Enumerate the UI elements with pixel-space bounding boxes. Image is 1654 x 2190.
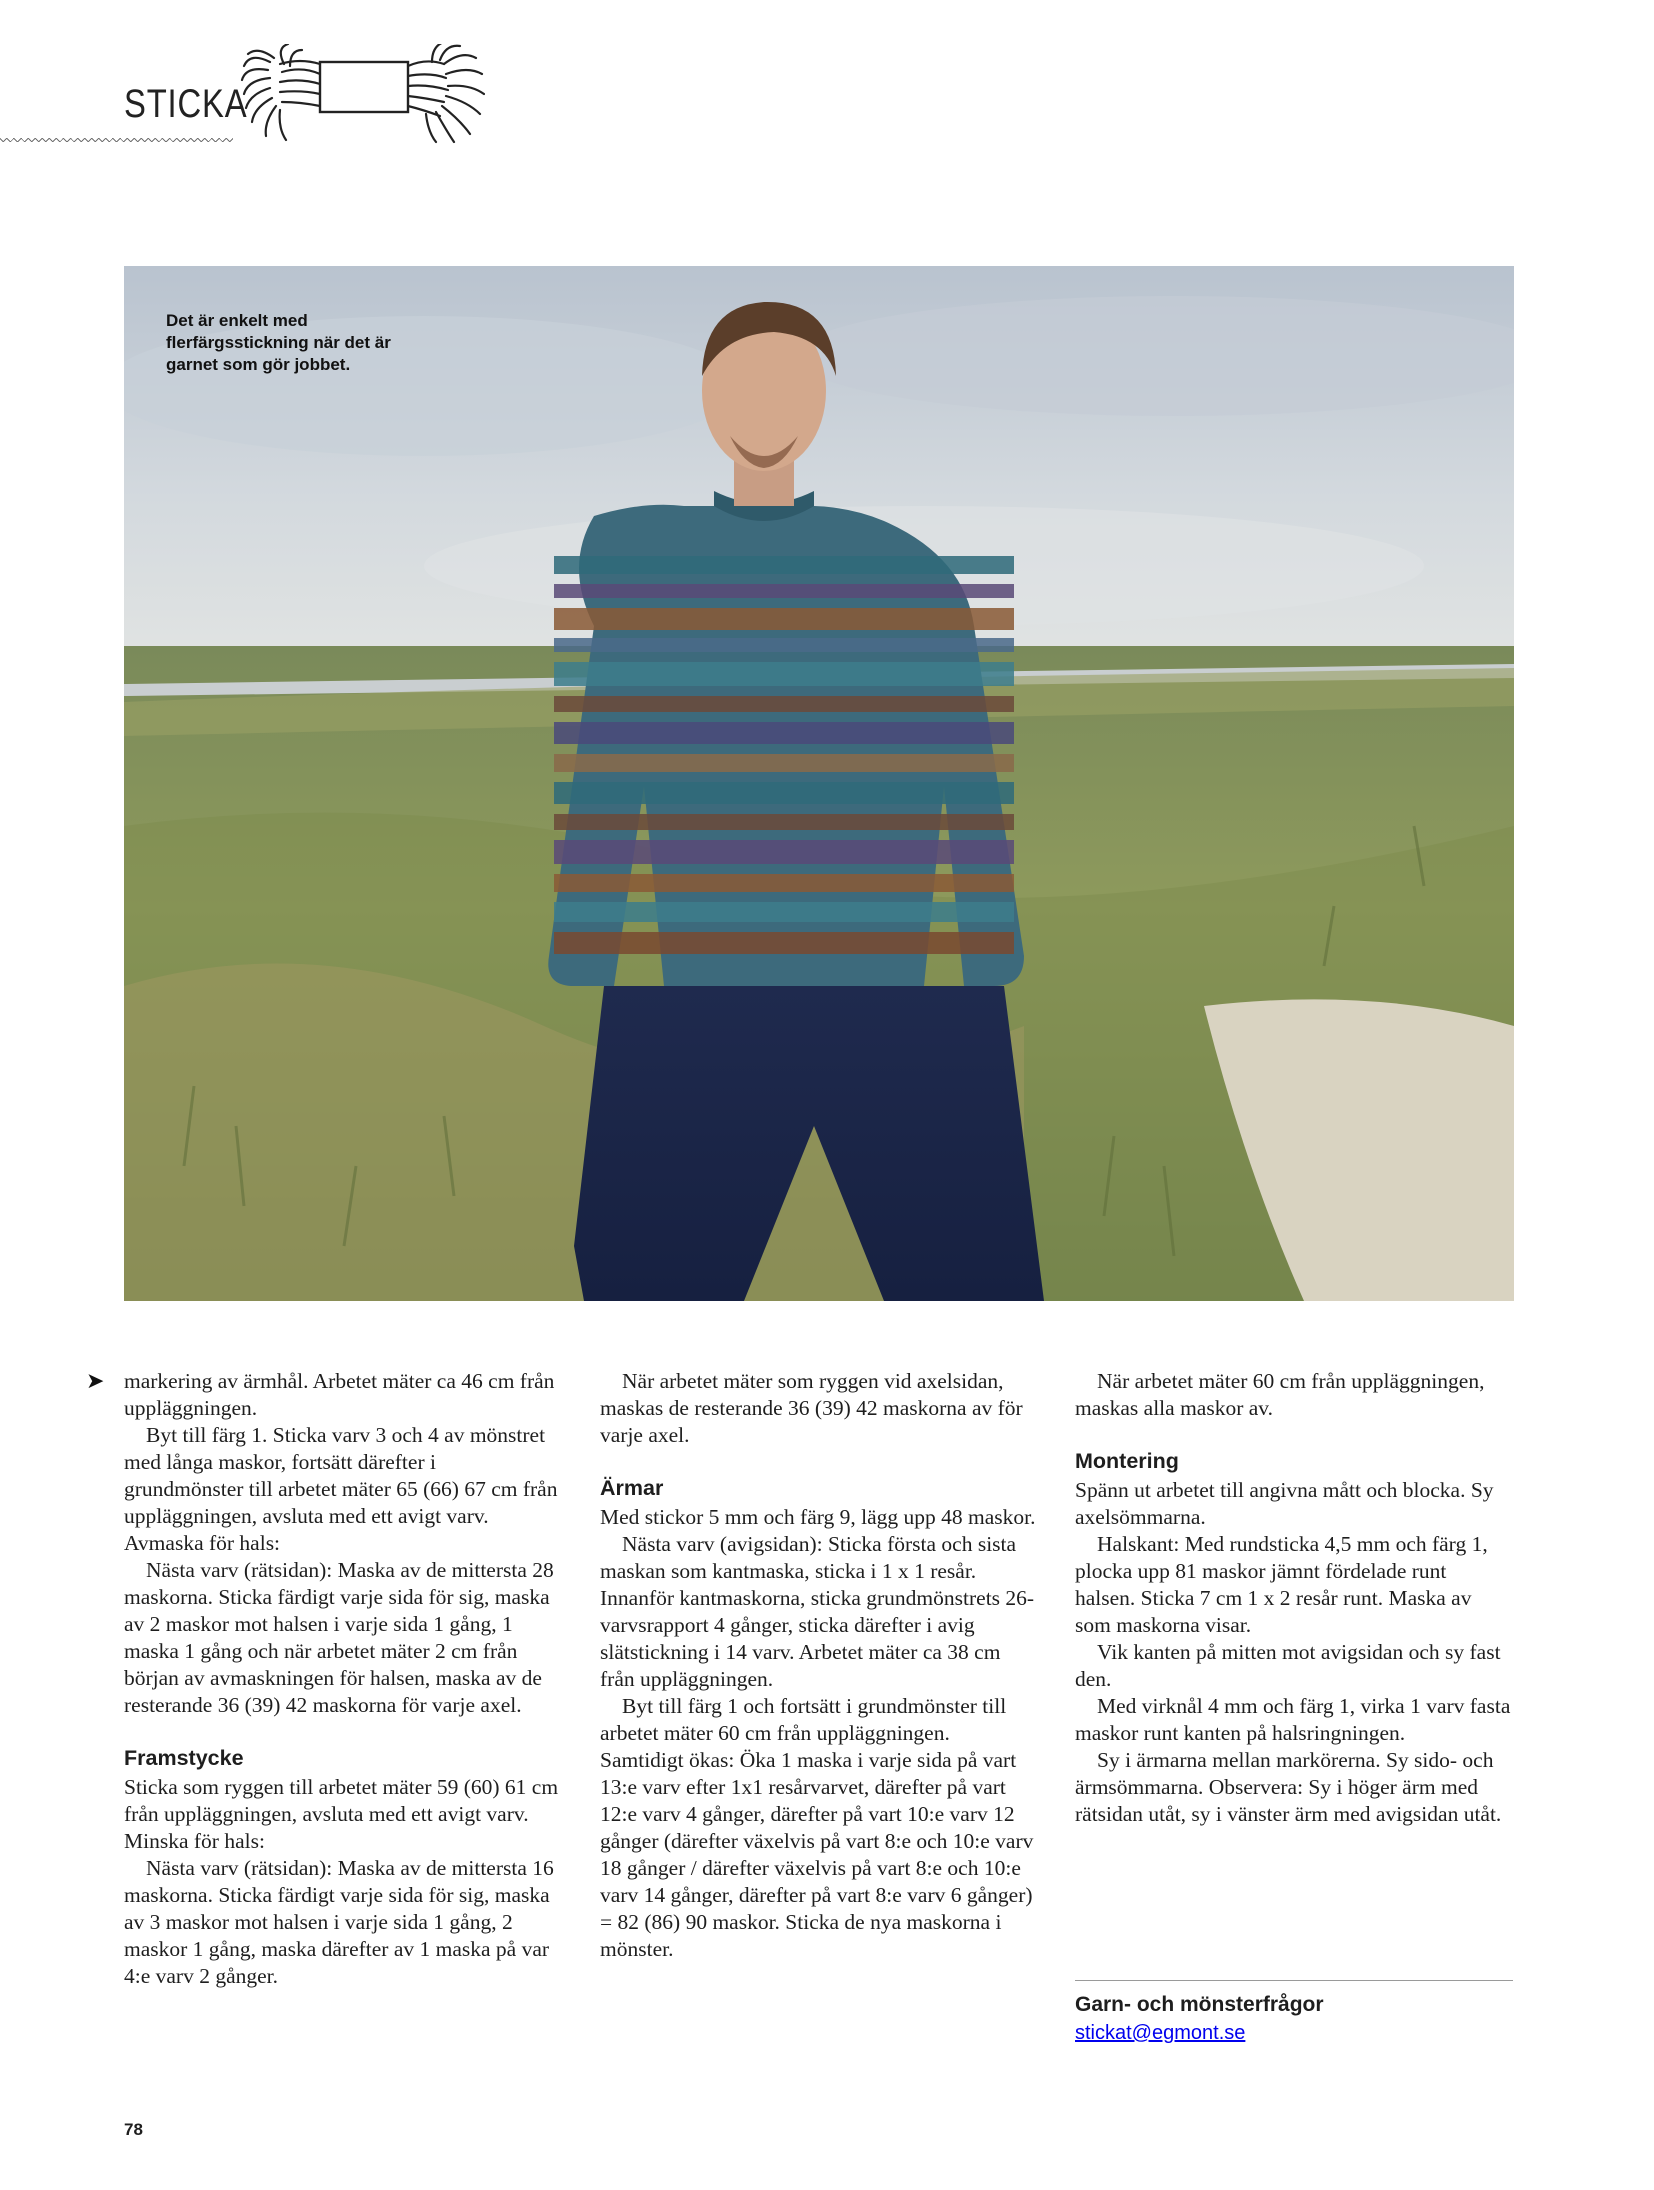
- text-column-2: [600, 1368, 1036, 1963]
- section-heading-armar: Ärmar: [600, 1476, 664, 1500]
- paragraph: markering av ärmhål. Arbetet mäter ca 46 cm från uppläggningen.: [124, 1369, 555, 1420]
- contact-heading: Garn- och mönsterfrågor: [1075, 1993, 1324, 2016]
- contact-email-link[interactable]: stickat@egmont.se: [1075, 2022, 1246, 2044]
- paragraph: Sy i ärmarna mellan markörerna. Sy sido- och ärmsömmarna. Observera: Sy i höger ärm med rätsidan utåt, sy i vänster ärm med avigsidan utåt.: [1075, 1748, 1502, 1826]
- text-column-1: [124, 1368, 560, 1990]
- header-zigzag-rule: [0, 138, 233, 142]
- photo-caption: Det är enkelt med flerfärgsstickning när det är garnet som gör jobbet.: [166, 311, 391, 374]
- paragraph: När arbetet mäter som ryggen vid axelsidan, maskas de resterande 36 (39) 42 maskorna av för varje axel.: [600, 1369, 1023, 1447]
- text-column-3: [1075, 1368, 1511, 1828]
- paragraph: Nästa varv (rätsidan): Maska av de mittersta 28 maskorna. Sticka färdigt varje sida för sig, maska av 2 maskor mot halsen i varje sida 1 gång, 1 maska 1 gång och när arbetet mäter 2 cm från början av avmaskningen för halsen, maska av de resterande 36 (39) 42 maskorna för varje axel.: [124, 1558, 554, 1717]
- section-heading-montering: Montering: [1075, 1449, 1179, 1473]
- paragraph: Nästa varv (rätsidan): Maska av de mittersta 16 maskorna. Sticka färdigt varje sida för sig, maska av 3 maskor mot halsen i varje sida 1 gång, 2 maskor 1 gång, maska därefter av 1 maska på var 4:e varv 2 gånger.: [124, 1856, 554, 1988]
- paragraph: När arbetet mäter 60 cm från uppläggningen, maskas alla maskor av.: [1075, 1369, 1485, 1420]
- paragraph: Halskant: Med rundsticka 4,5 mm och färg 1, plocka upp 81 maskor jämnt fördelade runt halsen. Sticka 7 cm 1 x 2 resår runt. Maska av som maskorna visar.: [1075, 1532, 1488, 1637]
- paragraph: Byt till färg 1 och fortsätt i grundmönster till arbetet mäter 60 cm från uppläggningen. Samtidigt ökas: Öka 1 maska i varje sida på vart 13:e varv efter 1x1 resårvarvet, därefter på vart 12:e varv 4 gånger, därefter på vart 10:e varv 12 gånger (därefter växelvis på vart 8:e och 10:e varv 18 gånger / därefter växelvis på vart 8:e och 10:e varv 14 gånger, därefter på vart 8:e varv 6 gånger) = 82 (86) 90 maskor. Sticka de nya maskorna i mönster.: [600, 1694, 1034, 1961]
- photo-illustration: [124, 266, 1514, 1301]
- contact-divider: [1075, 1980, 1513, 1981]
- paragraph: Med virknål 4 mm och färg 1, virka 1 varv fasta maskor runt kanten på halsringningen.: [1075, 1694, 1511, 1745]
- continuation-arrow-icon: ➤: [86, 1369, 105, 1394]
- paragraph: Med stickor 5 mm och färg 9, lägg upp 48 maskor.: [600, 1505, 1036, 1529]
- hero-photo: [124, 266, 1514, 1301]
- section-label: STICKA: [124, 82, 248, 126]
- paragraph: Vik kanten på mitten mot avigsidan och sy fast den.: [1075, 1640, 1501, 1691]
- page-number: 78: [124, 2120, 143, 2139]
- yarn-skein-icon: [240, 44, 485, 144]
- section-heading-framstycke: Framstycke: [124, 1746, 244, 1770]
- paragraph: Sticka som ryggen till arbetet mäter 59 (60) 61 cm från uppläggningen, avsluta med ett avigt varv. Minska för hals:: [124, 1775, 559, 1853]
- paragraph: Spänn ut arbetet till angivna mått och blocka. Sy axelsömmarna.: [1075, 1478, 1494, 1529]
- paragraph: Nästa varv (avigsidan): Sticka första och sista maskan som kantmaska, sticka i 1 x 1 resår. Innanför kantmaskorna, sticka grundmönstrets 26-varvsrapport 4 gånger, sticka därefter i avig slätstickning i 14 varv. Arbetet mäter ca 38 cm från uppläggningen.: [600, 1532, 1035, 1691]
- paragraph: Byt till färg 1. Sticka varv 3 och 4 av mönstret med långa maskor, fortsätt därefter i grundmönster till arbetet mäter 65 (66) 67 cm från uppläggningen, avsluta med ett avigt varv. Avmaska för hals:: [124, 1423, 558, 1555]
